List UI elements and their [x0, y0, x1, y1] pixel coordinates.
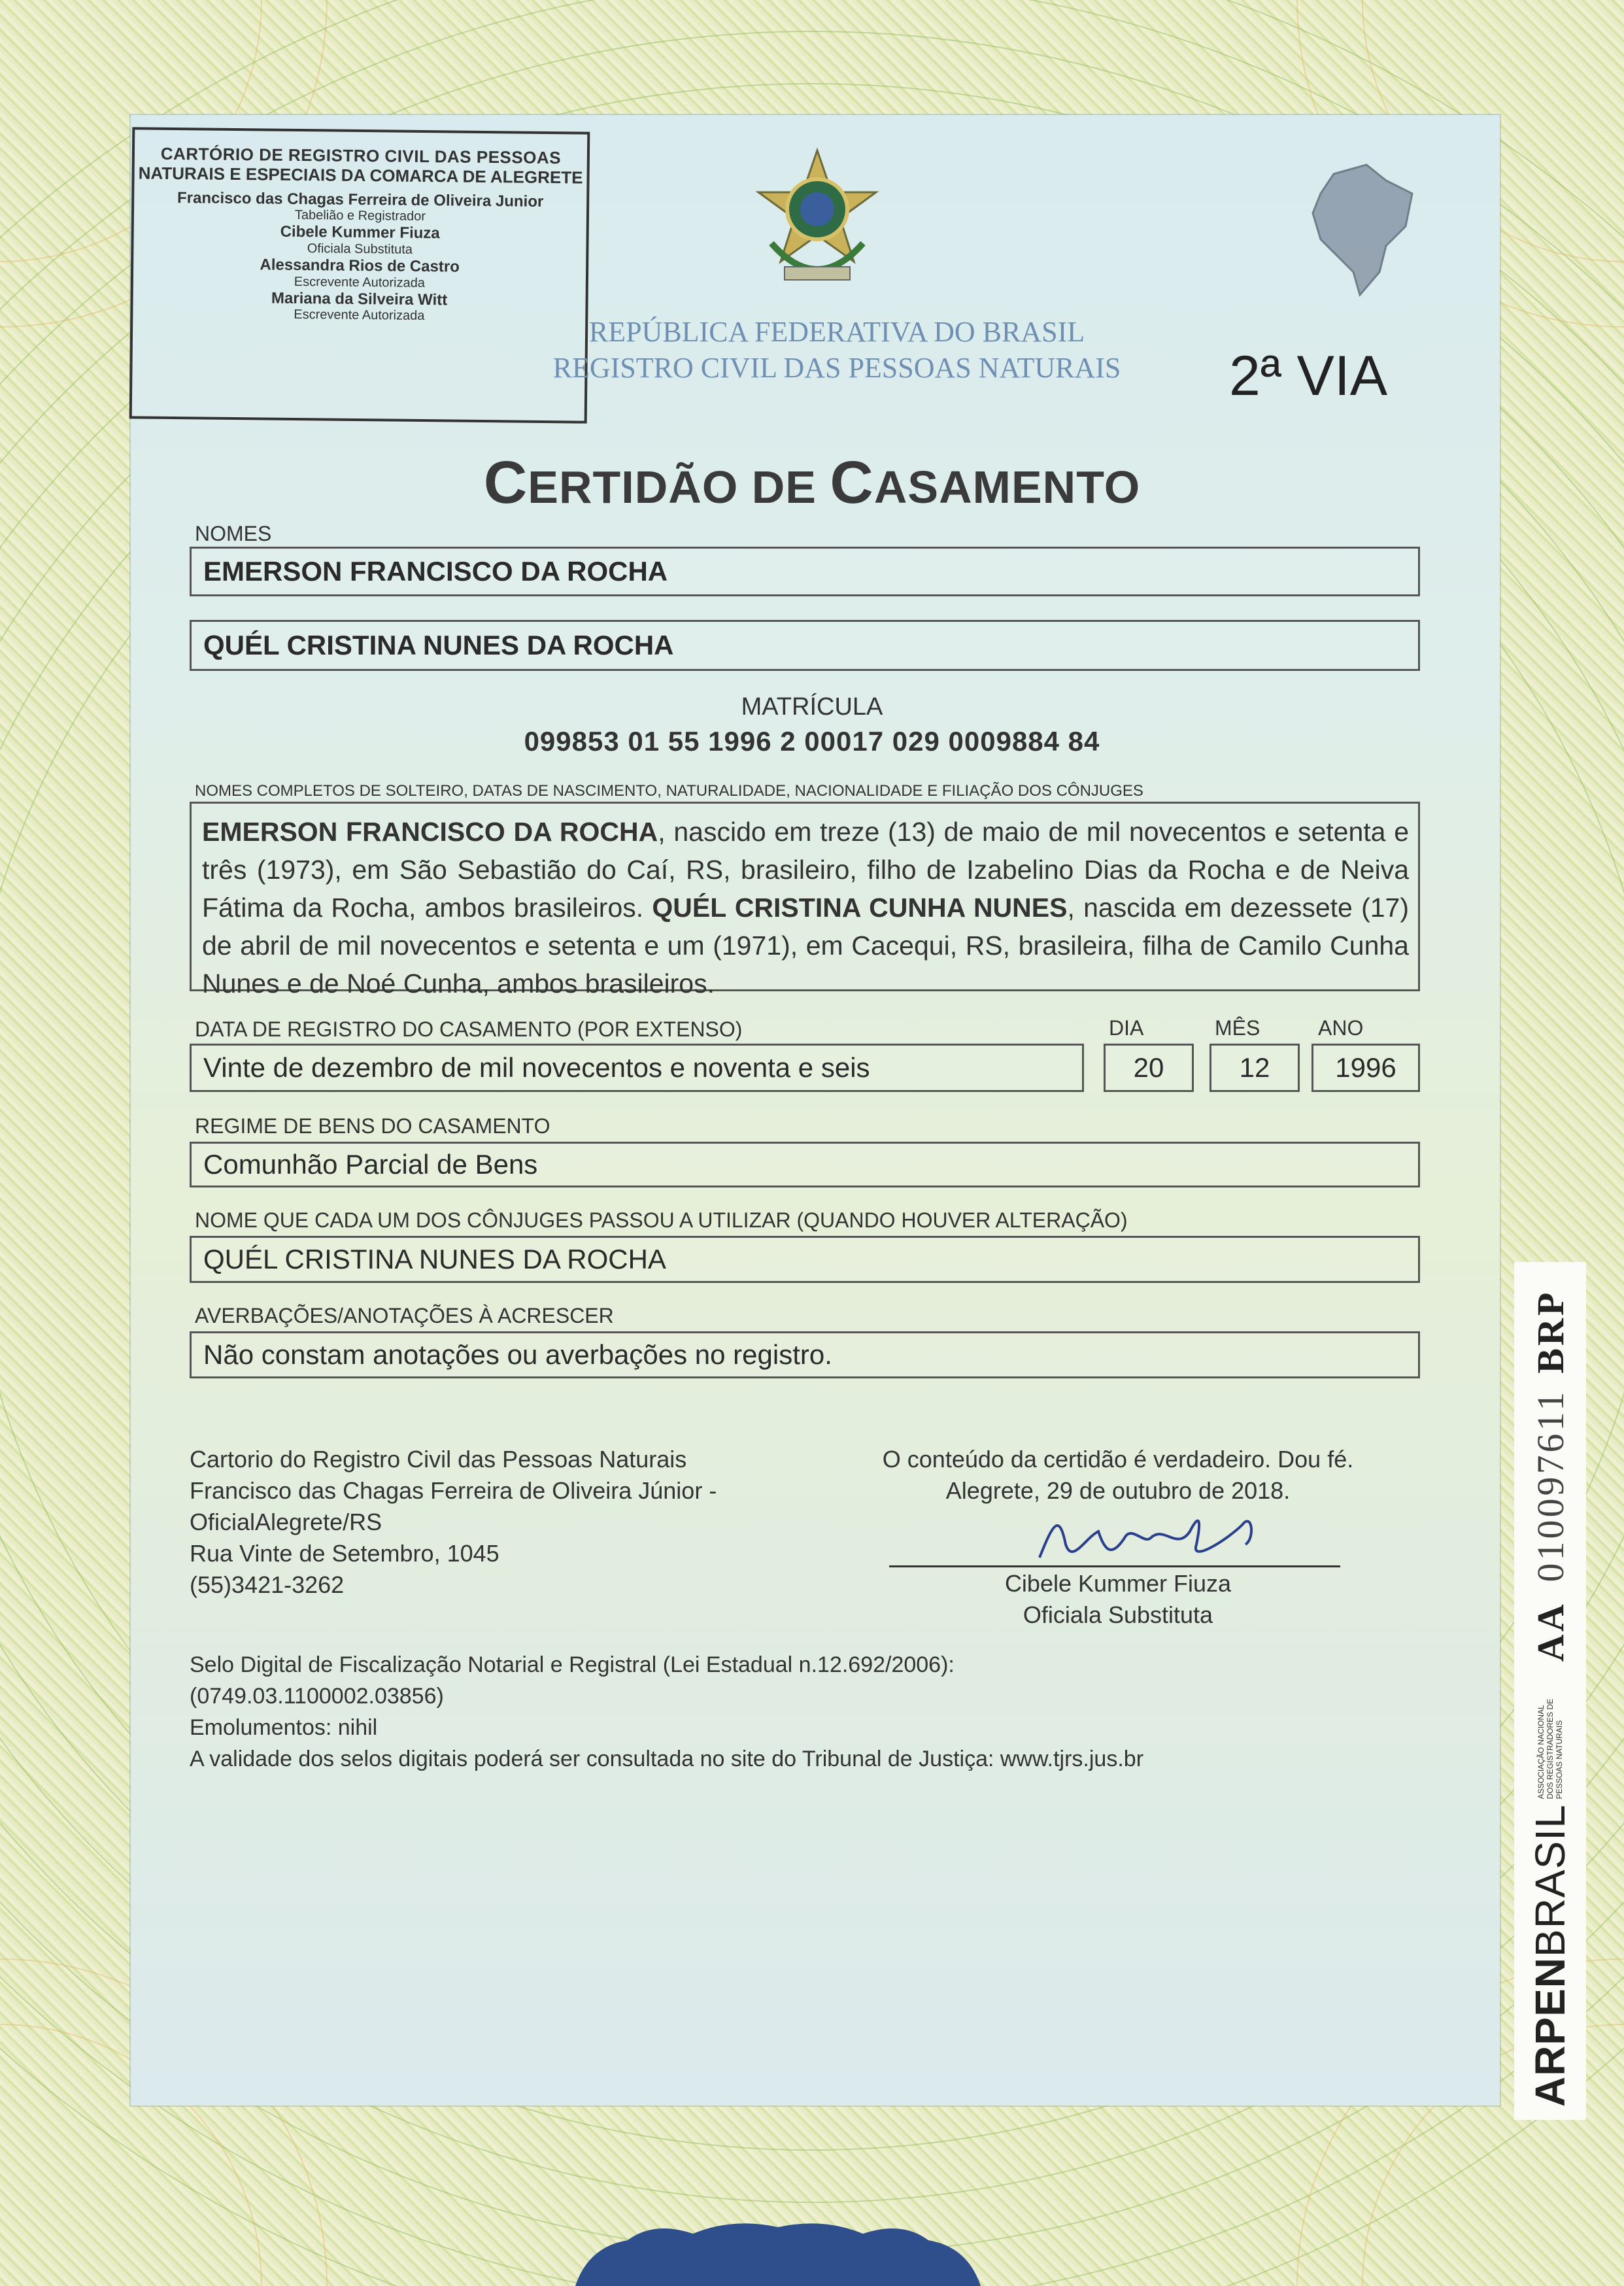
stamp-line: Alessandra Rios de Castro	[260, 256, 460, 276]
blue-seal-icon	[575, 2221, 981, 2286]
stamp-line: Escrevente Autorizada	[294, 307, 425, 324]
signature-line	[889, 1565, 1340, 1567]
arpen-subtitle: ASSOCIAÇÃO NACIONAL DOS REGISTRADORES DE PESSOAS NATURAIS	[1536, 1698, 1564, 1800]
arpen-logo: ARPENBRASIL	[1527, 1804, 1574, 2107]
copy-number: 2ª VIA	[1229, 345, 1388, 407]
new-name-field: QUÉL CRISTINA NUNES DA ROCHA	[190, 1236, 1420, 1283]
month-label: MÊS	[1215, 1016, 1260, 1040]
annotations-field: Não constam anotações ou averbações no registro.	[190, 1331, 1420, 1378]
republic-heading: REPÚBLICA FEDERATIVA DO BRASIL	[588, 316, 1085, 348]
regime-field: Comunhão Parcial de Bens	[190, 1142, 1420, 1187]
year-field: 1996	[1311, 1044, 1420, 1092]
stamp-line: Tabelião e Registrador	[294, 208, 426, 224]
spouses-details-field: EMERSON FRANCISCO DA ROCHA, nascido em treze (13) de maio de mil novecentos e setenta e três (1973), em São Sebastião do Caí, RS, brasileiro, filho de Izabelino Dias da Rocha e de Neiva Fátima da Rocha, ambos brasileiros. QUÉL CRISTINA CUNHA NUNES, nascida em dezessete (17) de abril de mil novecentos e setenta e um (1971), em Cacequi, RS, brasileira, filha de Camilo Cunha Nunes e de Noé Cunha, ambos brasileiros.	[190, 802, 1420, 991]
regime-label: REGIME DE BENS DO CASAMENTO	[195, 1114, 550, 1138]
registry-heading: REGISTRO CIVIL DAS PESSOAS NATURAIS	[552, 352, 1121, 384]
handwritten-signature	[889, 1499, 1347, 1571]
signer-block: Cibele Kummer Fiuza Oficiala Substituta	[1004, 1570, 1232, 1628]
serial-number: AA010097611BRP	[1529, 1289, 1572, 1662]
month-field: 12	[1210, 1044, 1300, 1092]
header-block	[510, 314, 1164, 386]
stamp-line: Oficiala Substituta	[307, 241, 413, 257]
registration-date-text-field: Vinte de dezembro de mil novecentos e noventa e seis	[190, 1044, 1084, 1092]
attestation: O conteúdo da certidão é verdadeiro. Dou fé. Alegrete, 29 de outubro de 2018.	[882, 1446, 1354, 1504]
certificate-title: CERTIDÃO DE CASAMENTO	[483, 449, 1141, 516]
coat-of-arms-icon	[752, 145, 883, 289]
annotations-label: AVERBAÇÕES/ANOTAÇÕES À ACRESCER	[195, 1304, 614, 1327]
stamp-line: CARTÓRIO DE REGISTRO CIVIL DAS PESSOAS	[160, 143, 562, 168]
stamp-line: Mariana da Silveira Witt	[271, 289, 448, 309]
digital-seal-info: Selo Digital de Fiscalização Notarial e Registral (Lei Estadual n.12.692/2006): (0749.03.1100002.03856) Emolumentos: nihil A validade dos selos digitais poderá ser consultada no site do Tribunal de Justiça: www.tjrs.jus.br	[190, 1652, 1144, 1771]
stamp-line: Escrevente Autorizada	[294, 274, 426, 290]
serial-strip	[1514, 1262, 1586, 2120]
spouse2-name-field: QUÉL CRISTINA NUNES DA ROCHA	[190, 620, 1420, 671]
matricula-label: MATRÍCULA	[741, 693, 883, 721]
brazil-map-icon	[1308, 161, 1419, 298]
stamp-line: Francisco das Chagas Ferreira de Oliveira Junior	[177, 188, 544, 211]
stamp-line: NATURAIS E ESPECIAIS DA COMARCA DE ALEGRETE	[138, 163, 583, 188]
day-field: 20	[1104, 1044, 1194, 1092]
names-label: NOMES	[195, 522, 272, 545]
office-address: Cartorio do Registro Civil das Pessoas Naturais Francisco das Chagas Ferreira de Oliveira Júnior - OficialAlegrete/RS Rua Vinte de Setembro, 1045 (55)3421-3262	[190, 1446, 717, 1598]
day-label: DIA	[1109, 1016, 1144, 1040]
new-name-label: NOME QUE CADA UM DOS CÔNJUGES PASSOU A UTILIZAR (QUANDO HOUVER ALTERAÇÃO)	[195, 1208, 1128, 1232]
spouse1-name-field: EMERSON FRANCISCO DA ROCHA	[190, 547, 1420, 596]
year-label: ANO	[1318, 1016, 1364, 1040]
stamp-line: Cibele Kummer Fiuza	[280, 223, 440, 243]
details-label: NOMES COMPLETOS DE SOLTEIRO, DATAS DE NASCIMENTO, NATURALIDADE, NACIONALIDADE E FILIAÇÃO DOS CÔNJUGES	[195, 782, 1143, 800]
matricula-number: 099853 01 55 1996 2 00017 029 0009884 84	[524, 726, 1100, 757]
registration-date-label: DATA DE REGISTRO DO CASAMENTO (POR EXTENSO)	[195, 1017, 743, 1041]
